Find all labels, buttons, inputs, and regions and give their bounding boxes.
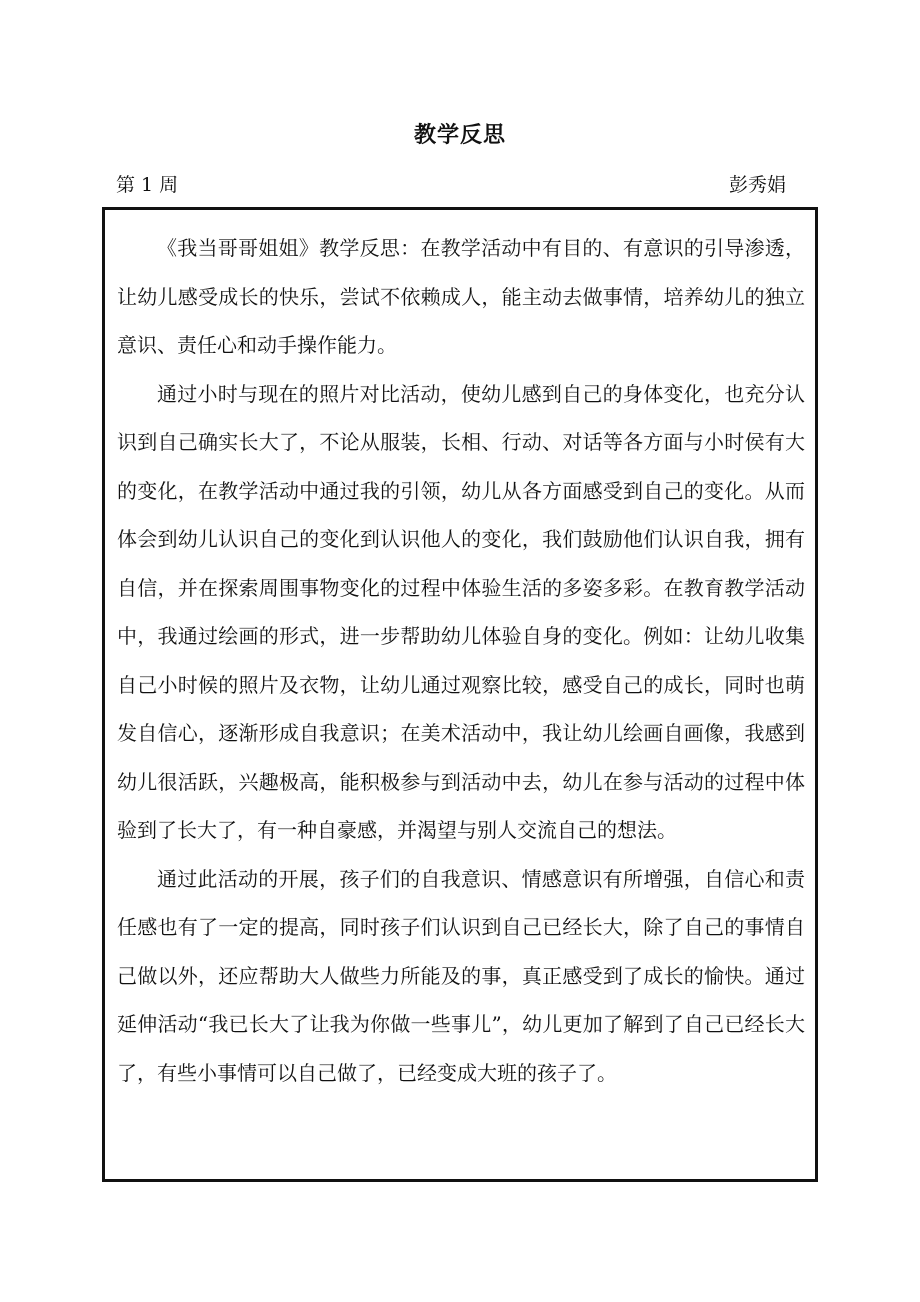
reflection-content — [117, 224, 805, 1097]
paragraph-3: 通过此活动的开展，孩子们的自我意识、情感意识有所增强，自信心和责任感也有了一定的提高，同时孩子们认识到自己已经长大，除了自己的事情自己做以外，还应帮助大人做些力所能及的事，真正感受到了成长的愉快。通过延伸活动“我已长大了让我为你做一些事儿”，幼儿更加了解到了自己已经长大了，有些小事情可以自己做了，已经变成大班的孩子了。 — [117, 866, 805, 1085]
meta-row — [116, 168, 786, 202]
paragraph-1: 《我当哥哥姐姐》教学反思：在教学活动中有目的、有意识的引导渗透，让幼儿感受成长的快乐，尝试不依赖成人，能主动去做事情，培养幼儿的独立意识、责任心和动手操作能力。 — [117, 236, 805, 357]
reflection-box — [102, 207, 818, 1182]
week-label: 第 1 周 — [116, 174, 179, 196]
author-name: 彭秀娟 — [728, 174, 786, 196]
page-title: 教学反思 — [413, 123, 506, 148]
paragraph-2: 通过小时与现在的照片对比活动，使幼儿感到自己的身体变化，也充分认识到自己确实长大了，不论从服装，长相、行动、对话等各方面与小时侯有大的变化，在教学活动中通过我的引领，幼儿从各方面感受到自己的变化。从而体会到幼儿认识自己的变化到认识他人的变化，我们鼓励他们认识自我，拥有自信，并在探索周围事物变化的过程中体验生活的多姿多彩。在教育教学活动中，我通过绘画的形式，进一步帮助幼儿体验自身的变化。例如：让幼儿收集自己小时候的照片及衣物，让幼儿通过观察比较，感受自己的成长，同时也萌发自信心，逐渐形成自我意识；在美术活动中，我让幼儿绘画自画像，我感到幼儿很活跃，兴趣极高，能积极参与到活动中去，幼儿在参与活动的过程中体验到了长大了，有一种自豪感，并渴望与别人交流自己的想法。 — [117, 381, 805, 842]
